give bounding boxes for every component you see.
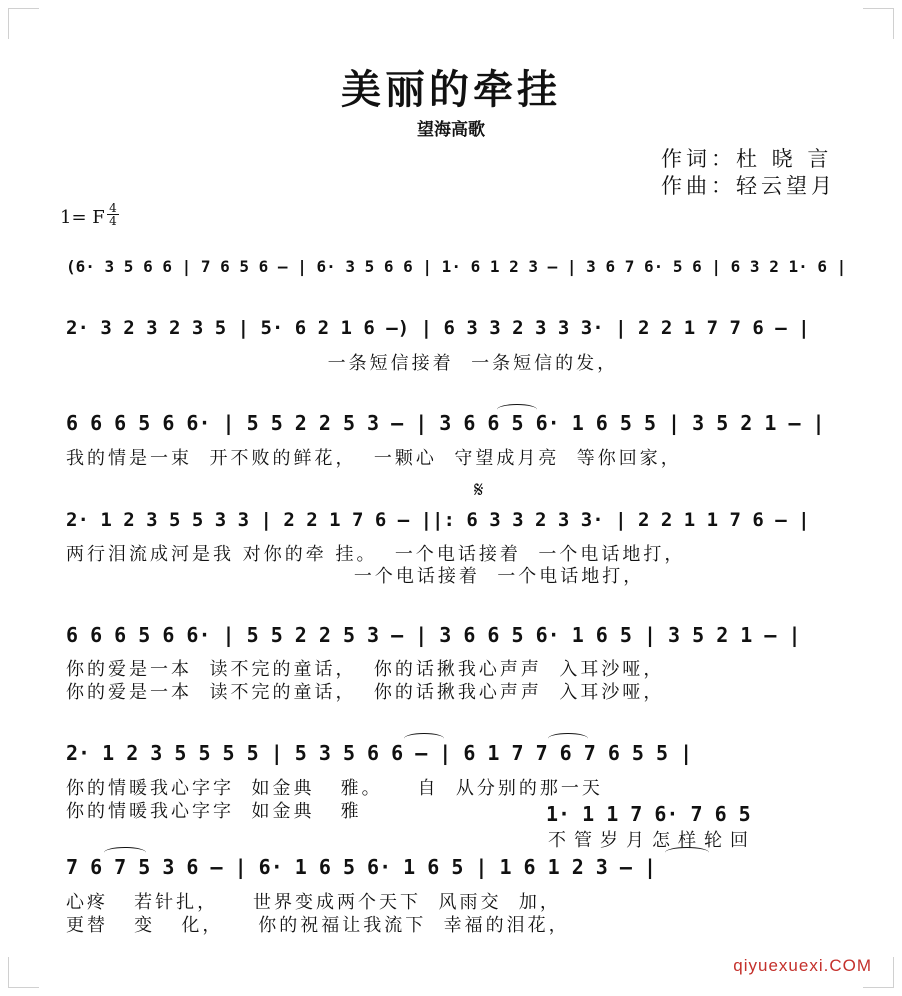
song-title: 美丽的牵挂 [341, 66, 561, 113]
music-row-4: 2· 1 2 3 5 5 3 3 | 2 2 1 7 6 – ||: 6 3 3 2 3 3· | 2 2 1 1 7 6 – | [66, 509, 810, 531]
music-row-7: 7 6 7 5 3 6 – | 6· 1 6 5 6· 1 6 5 | 1 6 1 2 3 – | [66, 855, 657, 879]
segno-sign: 𝄋 [474, 478, 484, 503]
lyric-line: 一条短信接着 一条短信的发， [66, 353, 619, 374]
song-subtitle: 望海高歌 [417, 120, 485, 140]
music-row-5: 6 6 6 5 6 6· | 5 5 2 2 5 3 – | 3 6 6 5 6· 1 6 5 | 3 5 2 1 – | [66, 623, 801, 647]
composer-credit: 作曲：轻云望月 [661, 174, 836, 198]
tie-mark [497, 404, 537, 415]
time-denominator: 4 [107, 214, 119, 227]
lyric-line: 你的情暖我心字字 如金典 雅 [66, 801, 362, 822]
lyric-line: 你的爱是一本 读不完的童话， 你的话揪我心声声 入耳沙哑， [66, 659, 665, 680]
time-signature [107, 202, 119, 227]
lyric-line: 你的爱是一本 读不完的童话， 你的话揪我心声声 入耳沙哑， [66, 682, 665, 703]
music-row-6: 2· 1 2 3 5 5 5 5 | 5 3 5 6 6 – | 6 1 7 7 6 7 6 5 5 | [66, 741, 693, 765]
music-row-1: (6· 3 5 6 6 | 7 6 5 6 – | 6· 3 5 6 6 | 1· 6 1 2 3 – | 3 6 7 6· 5 6 | 6 3 2 1· 6 | [66, 257, 847, 276]
lyric-line: 心疼 若针扎， 世界变成两个天下 风雨交 加， [66, 892, 561, 913]
alternate-lyrics: 不管岁月怎样轮回 [548, 830, 756, 851]
tie-mark [104, 847, 146, 858]
watermark: qiyuexuexi.COM [733, 956, 872, 975]
page-corner-mark [8, 957, 39, 988]
music-row-2: 2· 3 2 3 2 3 5 | 5· 6 2 1 6 –) | 6 3 3 2 3 3 3· | 2 2 1 7 7 6 – | [66, 317, 810, 339]
time-numerator: 4 [109, 201, 117, 215]
page-corner-mark [8, 8, 39, 39]
lyricist-credit: 作词：杜 晓 言 [661, 147, 833, 171]
lyric-line: 你的情暖我心字字 如金典 雅。 自 从分别的那一天 [66, 778, 603, 799]
lyric-line: 我的情是一束 开不败的鲜花， 一颗心 守望成月亮 等你回家， [66, 448, 682, 469]
lyric-line: 更替 变 化， 你的祝福让我流下 幸福的泪花， [66, 915, 570, 936]
music-row-3: 6 6 6 5 6 6· | 5 5 2 2 5 3 – | 3 6 6 5 6· 1 6 5 5 | 3 5 2 1 – | [66, 411, 825, 435]
page-corner-mark [863, 8, 894, 39]
tie-mark [404, 733, 444, 744]
lyric-line: 两行泪流成河是我 对你的牵 挂。 一个电话接着 一个电话地打， [66, 544, 686, 565]
lyric-line: 一个电话接着 一个电话地打， [66, 566, 645, 587]
tie-mark [548, 733, 588, 744]
alternate-notes: 1· 1 1 7 6· 7 6 5 [546, 802, 751, 826]
key-signature: 1= F [60, 207, 105, 228]
